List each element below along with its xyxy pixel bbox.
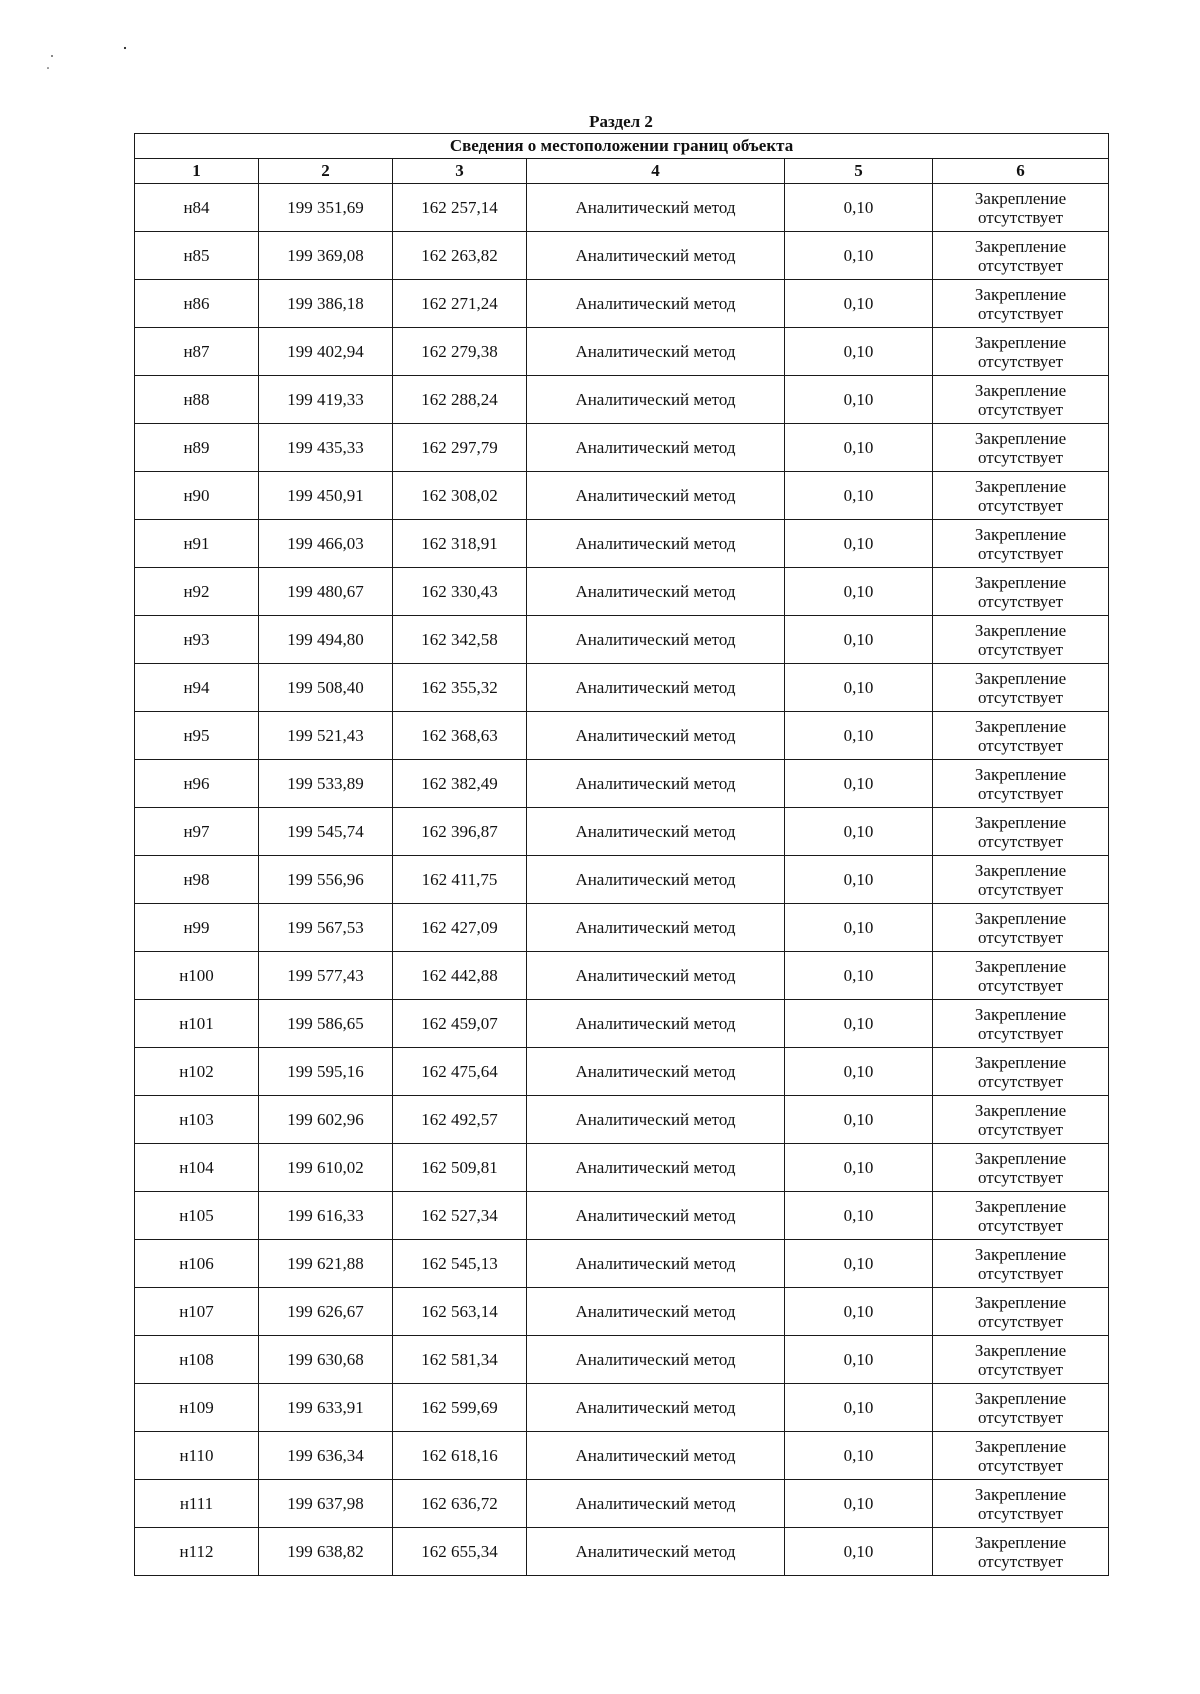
y-coordinate-cell: 162 459,07 <box>393 1000 527 1048</box>
fixing-line-2: отсутствует <box>978 543 1064 563</box>
fixing-line-1: Закрепление <box>974 1484 1067 1504</box>
fixing-line-2: отсутствует <box>978 1215 1064 1235</box>
point-name-cell: н100 <box>135 952 259 1000</box>
y-coordinate-cell: 162 427,09 <box>393 904 527 952</box>
boundary-coordinates-table <box>134 133 1109 1576</box>
y-coordinate-cell: 162 636,72 <box>393 1480 527 1528</box>
x-coordinate-cell: 199 556,96 <box>259 856 393 904</box>
point-name-cell: н87 <box>135 328 259 376</box>
fixing-description-cell <box>933 472 1109 520</box>
accuracy-cell: 0,10 <box>785 1432 933 1480</box>
fixing-description-cell <box>933 568 1109 616</box>
fixing-line-1: Закрепление <box>974 1532 1067 1552</box>
x-coordinate-cell: 199 621,88 <box>259 1240 393 1288</box>
table-row <box>135 1432 1109 1480</box>
fixing-line-2: отсутствует <box>978 1071 1064 1091</box>
fixing-line-2: отсутствует <box>978 1311 1064 1331</box>
fixing-line-1: Закрепление <box>974 812 1067 832</box>
table-row <box>135 712 1109 760</box>
x-coordinate-cell: 199 610,02 <box>259 1144 393 1192</box>
y-coordinate-cell: 162 308,02 <box>393 472 527 520</box>
fixing-description-cell <box>933 1240 1109 1288</box>
table-row <box>135 952 1109 1000</box>
accuracy-cell: 0,10 <box>785 952 933 1000</box>
table-row <box>135 760 1109 808</box>
x-coordinate-cell: 199 595,16 <box>259 1048 393 1096</box>
accuracy-cell: 0,10 <box>785 376 933 424</box>
y-coordinate-cell: 162 618,16 <box>393 1432 527 1480</box>
method-cell: Аналитический метод <box>527 280 785 328</box>
point-name-cell: н97 <box>135 808 259 856</box>
fixing-line-2: отсутствует <box>978 831 1064 851</box>
table-row <box>135 1528 1109 1576</box>
fixing-line-1: Закрепление <box>974 1340 1067 1360</box>
fixing-line-1: Закрепление <box>974 476 1067 496</box>
x-coordinate-cell: 199 577,43 <box>259 952 393 1000</box>
method-cell: Аналитический метод <box>527 232 785 280</box>
table-row <box>135 1336 1109 1384</box>
fixing-description-cell <box>933 1192 1109 1240</box>
point-name-cell: н105 <box>135 1192 259 1240</box>
fixing-line-1: Закрепление <box>974 908 1067 928</box>
method-cell: Аналитический метод <box>527 1384 785 1432</box>
y-coordinate-cell: 162 297,79 <box>393 424 527 472</box>
accuracy-cell: 0,10 <box>785 808 933 856</box>
accuracy-cell: 0,10 <box>785 1192 933 1240</box>
method-cell: Аналитический метод <box>527 1144 785 1192</box>
column-number-4: 4 <box>527 159 785 184</box>
method-cell: Аналитический метод <box>527 184 785 232</box>
table-caption: Сведения о местоположении границ объекта <box>135 134 1109 159</box>
fixing-line-2: отсутствует <box>978 447 1064 467</box>
fixing-line-1: Закрепление <box>974 524 1067 544</box>
fixing-description-cell <box>933 520 1109 568</box>
column-number-2: 2 <box>259 159 393 184</box>
accuracy-cell: 0,10 <box>785 1096 933 1144</box>
y-coordinate-cell: 162 342,58 <box>393 616 527 664</box>
fixing-description-cell <box>933 184 1109 232</box>
x-coordinate-cell: 199 351,69 <box>259 184 393 232</box>
table-row <box>135 1144 1109 1192</box>
point-name-cell: н99 <box>135 904 259 952</box>
fixing-description-cell <box>933 952 1109 1000</box>
fixing-line-1: Закрепление <box>974 188 1067 208</box>
point-name-cell: н96 <box>135 760 259 808</box>
fixing-line-1: Закрепление <box>974 284 1067 304</box>
fixing-line-2: отсутствует <box>978 495 1064 515</box>
y-coordinate-cell: 162 492,57 <box>393 1096 527 1144</box>
fixing-line-1: Закрепление <box>974 1436 1067 1456</box>
fixing-line-2: отсутствует <box>978 639 1064 659</box>
y-coordinate-cell: 162 509,81 <box>393 1144 527 1192</box>
y-coordinate-cell: 162 382,49 <box>393 760 527 808</box>
table-row <box>135 616 1109 664</box>
table-row <box>135 472 1109 520</box>
fixing-description-cell <box>933 1144 1109 1192</box>
column-number-5: 5 <box>785 159 933 184</box>
accuracy-cell: 0,10 <box>785 568 933 616</box>
accuracy-cell: 0,10 <box>785 1336 933 1384</box>
method-cell: Аналитический метод <box>527 568 785 616</box>
point-name-cell: н86 <box>135 280 259 328</box>
point-name-cell: н90 <box>135 472 259 520</box>
method-cell: Аналитический метод <box>527 664 785 712</box>
fixing-line-2: отсутствует <box>978 1503 1064 1523</box>
point-name-cell: н89 <box>135 424 259 472</box>
table-row <box>135 808 1109 856</box>
y-coordinate-cell: 162 318,91 <box>393 520 527 568</box>
y-coordinate-cell: 162 257,14 <box>393 184 527 232</box>
fixing-line-1: Закрепление <box>974 380 1067 400</box>
x-coordinate-cell: 199 638,82 <box>259 1528 393 1576</box>
method-cell: Аналитический метод <box>527 760 785 808</box>
fixing-line-1: Закрепление <box>974 236 1067 256</box>
x-coordinate-cell: 199 533,89 <box>259 760 393 808</box>
fixing-line-2: отсутствует <box>978 1455 1064 1475</box>
fixing-description-cell <box>933 328 1109 376</box>
table-row <box>135 1288 1109 1336</box>
point-name-cell: н109 <box>135 1384 259 1432</box>
fixing-line-2: отсутствует <box>978 1263 1064 1283</box>
x-coordinate-cell: 199 626,67 <box>259 1288 393 1336</box>
point-name-cell: н111 <box>135 1480 259 1528</box>
fixing-line-1: Закрепление <box>974 1148 1067 1168</box>
table-row <box>135 1096 1109 1144</box>
accuracy-cell: 0,10 <box>785 328 933 376</box>
method-cell: Аналитический метод <box>527 1096 785 1144</box>
x-coordinate-cell: 199 602,96 <box>259 1096 393 1144</box>
x-coordinate-cell: 199 369,08 <box>259 232 393 280</box>
y-coordinate-cell: 162 355,32 <box>393 664 527 712</box>
fixing-description-cell <box>933 1480 1109 1528</box>
table-row <box>135 904 1109 952</box>
fixing-line-1: Закрепление <box>974 764 1067 784</box>
method-cell: Аналитический метод <box>527 904 785 952</box>
fixing-line-2: отсутствует <box>978 879 1064 899</box>
fixing-line-2: отсутствует <box>978 207 1064 227</box>
fixing-line-1: Закрепление <box>974 1388 1067 1408</box>
x-coordinate-cell: 199 435,33 <box>259 424 393 472</box>
fixing-line-2: отсутствует <box>978 1119 1064 1139</box>
fixing-line-1: Закрепление <box>974 1196 1067 1216</box>
x-coordinate-cell: 199 616,33 <box>259 1192 393 1240</box>
point-name-cell: н98 <box>135 856 259 904</box>
method-cell: Аналитический метод <box>527 1000 785 1048</box>
x-coordinate-cell: 199 521,43 <box>259 712 393 760</box>
fixing-line-1: Закрепление <box>974 716 1067 736</box>
method-cell: Аналитический метод <box>527 1528 785 1576</box>
point-name-cell: н108 <box>135 1336 259 1384</box>
method-cell: Аналитический метод <box>527 1048 785 1096</box>
accuracy-cell: 0,10 <box>785 712 933 760</box>
fixing-line-2: отсутствует <box>978 303 1064 323</box>
table-row <box>135 1240 1109 1288</box>
point-name-cell: н101 <box>135 1000 259 1048</box>
accuracy-cell: 0,10 <box>785 760 933 808</box>
y-coordinate-cell: 162 263,82 <box>393 232 527 280</box>
method-cell: Аналитический метод <box>527 520 785 568</box>
fixing-line-2: отсутствует <box>978 351 1064 371</box>
x-coordinate-cell: 199 419,33 <box>259 376 393 424</box>
accuracy-cell: 0,10 <box>785 616 933 664</box>
accuracy-cell: 0,10 <box>785 472 933 520</box>
x-coordinate-cell: 199 586,65 <box>259 1000 393 1048</box>
point-name-cell: н107 <box>135 1288 259 1336</box>
fixing-description-cell <box>933 1048 1109 1096</box>
method-cell: Аналитический метод <box>527 712 785 760</box>
x-coordinate-cell: 199 567,53 <box>259 904 393 952</box>
fixing-line-1: Закрепление <box>974 668 1067 688</box>
accuracy-cell: 0,10 <box>785 1528 933 1576</box>
fixing-line-1: Закрепление <box>974 332 1067 352</box>
fixing-description-cell <box>933 1000 1109 1048</box>
method-cell: Аналитический метод <box>527 424 785 472</box>
column-number-1: 1 <box>135 159 259 184</box>
fixing-line-2: отсутствует <box>978 1167 1064 1187</box>
accuracy-cell: 0,10 <box>785 184 933 232</box>
accuracy-cell: 0,10 <box>785 1144 933 1192</box>
point-name-cell: н112 <box>135 1528 259 1576</box>
fixing-description-cell <box>933 712 1109 760</box>
method-cell: Аналитический метод <box>527 808 785 856</box>
y-coordinate-cell: 162 475,64 <box>393 1048 527 1096</box>
fixing-line-1: Закрепление <box>974 1244 1067 1264</box>
fixing-description-cell <box>933 1288 1109 1336</box>
fixing-description-cell <box>933 424 1109 472</box>
y-coordinate-cell: 162 563,14 <box>393 1288 527 1336</box>
table-body <box>135 184 1109 1576</box>
method-cell: Аналитический метод <box>527 1336 785 1384</box>
fixing-description-cell <box>933 376 1109 424</box>
accuracy-cell: 0,10 <box>785 664 933 712</box>
method-cell: Аналитический метод <box>527 1288 785 1336</box>
fixing-line-2: отсутствует <box>978 399 1064 419</box>
table-row <box>135 1480 1109 1528</box>
x-coordinate-cell: 199 386,18 <box>259 280 393 328</box>
table-row <box>135 280 1109 328</box>
fixing-line-2: отсутствует <box>978 1551 1064 1571</box>
fixing-line-2: отсутствует <box>978 1023 1064 1043</box>
method-cell: Аналитический метод <box>527 1240 785 1288</box>
y-coordinate-cell: 162 411,75 <box>393 856 527 904</box>
point-name-cell: н88 <box>135 376 259 424</box>
column-number-6: 6 <box>933 159 1109 184</box>
y-coordinate-cell: 162 599,69 <box>393 1384 527 1432</box>
y-coordinate-cell: 162 330,43 <box>393 568 527 616</box>
x-coordinate-cell: 199 480,67 <box>259 568 393 616</box>
point-name-cell: н85 <box>135 232 259 280</box>
table-row <box>135 184 1109 232</box>
x-coordinate-cell: 199 545,74 <box>259 808 393 856</box>
y-coordinate-cell: 162 288,24 <box>393 376 527 424</box>
fixing-line-1: Закрепление <box>974 956 1067 976</box>
column-number-row <box>135 159 1109 184</box>
fixing-line-1: Закрепление <box>974 620 1067 640</box>
x-coordinate-cell: 199 633,91 <box>259 1384 393 1432</box>
y-coordinate-cell: 162 368,63 <box>393 712 527 760</box>
fixing-line-1: Закрепление <box>974 1100 1067 1120</box>
table-row <box>135 1384 1109 1432</box>
point-name-cell: н92 <box>135 568 259 616</box>
accuracy-cell: 0,10 <box>785 1048 933 1096</box>
fixing-description-cell <box>933 904 1109 952</box>
method-cell: Аналитический метод <box>527 952 785 1000</box>
fixing-line-2: отсутствует <box>978 975 1064 995</box>
x-coordinate-cell: 199 494,80 <box>259 616 393 664</box>
fixing-description-cell <box>933 1384 1109 1432</box>
accuracy-cell: 0,10 <box>785 904 933 952</box>
table-row <box>135 1048 1109 1096</box>
table-row <box>135 1000 1109 1048</box>
point-name-cell: н84 <box>135 184 259 232</box>
y-coordinate-cell: 162 545,13 <box>393 1240 527 1288</box>
y-coordinate-cell: 162 396,87 <box>393 808 527 856</box>
accuracy-cell: 0,10 <box>785 520 933 568</box>
fixing-description-cell <box>933 856 1109 904</box>
fixing-line-2: отсутствует <box>978 783 1064 803</box>
fixing-description-cell <box>933 760 1109 808</box>
x-coordinate-cell: 199 636,34 <box>259 1432 393 1480</box>
table-row <box>135 232 1109 280</box>
table-row <box>135 568 1109 616</box>
fixing-line-2: отсутствует <box>978 591 1064 611</box>
method-cell: Аналитический метод <box>527 1480 785 1528</box>
y-coordinate-cell: 162 279,38 <box>393 328 527 376</box>
accuracy-cell: 0,10 <box>785 1288 933 1336</box>
point-name-cell: н104 <box>135 1144 259 1192</box>
point-name-cell: н106 <box>135 1240 259 1288</box>
point-name-cell: н94 <box>135 664 259 712</box>
table-row <box>135 520 1109 568</box>
fixing-description-cell <box>933 280 1109 328</box>
y-coordinate-cell: 162 527,34 <box>393 1192 527 1240</box>
accuracy-cell: 0,10 <box>785 1000 933 1048</box>
fixing-description-cell <box>933 616 1109 664</box>
fixing-line-1: Закрепление <box>974 860 1067 880</box>
accuracy-cell: 0,10 <box>785 856 933 904</box>
table-row <box>135 1192 1109 1240</box>
fixing-description-cell <box>933 1336 1109 1384</box>
table-row <box>135 376 1109 424</box>
column-number-3: 3 <box>393 159 527 184</box>
table-row <box>135 664 1109 712</box>
table-row <box>135 856 1109 904</box>
fixing-line-2: отсутствует <box>978 1407 1064 1427</box>
method-cell: Аналитический метод <box>527 1432 785 1480</box>
fixing-line-2: отсутствует <box>978 735 1064 755</box>
point-name-cell: н110 <box>135 1432 259 1480</box>
fixing-line-2: отсутствует <box>978 687 1064 707</box>
fixing-line-1: Закрепление <box>974 428 1067 448</box>
x-coordinate-cell: 199 402,94 <box>259 328 393 376</box>
x-coordinate-cell: 199 508,40 <box>259 664 393 712</box>
fixing-description-cell <box>933 232 1109 280</box>
fixing-line-1: Закрепление <box>974 1004 1067 1024</box>
fixing-line-1: Закрепление <box>974 572 1067 592</box>
x-coordinate-cell: 199 466,03 <box>259 520 393 568</box>
x-coordinate-cell: 199 630,68 <box>259 1336 393 1384</box>
point-name-cell: н102 <box>135 1048 259 1096</box>
method-cell: Аналитический метод <box>527 328 785 376</box>
fixing-description-cell <box>933 1528 1109 1576</box>
accuracy-cell: 0,10 <box>785 280 933 328</box>
method-cell: Аналитический метод <box>527 616 785 664</box>
point-name-cell: н91 <box>135 520 259 568</box>
fixing-line-1: Закрепление <box>974 1292 1067 1312</box>
method-cell: Аналитический метод <box>527 856 785 904</box>
table-row <box>135 328 1109 376</box>
y-coordinate-cell: 162 271,24 <box>393 280 527 328</box>
fixing-line-2: отсутствует <box>978 927 1064 947</box>
y-coordinate-cell: 162 655,34 <box>393 1528 527 1576</box>
fixing-line-2: отсутствует <box>978 1359 1064 1379</box>
fixing-description-cell <box>933 808 1109 856</box>
method-cell: Аналитический метод <box>527 1192 785 1240</box>
fixing-line-1: Закрепление <box>974 1052 1067 1072</box>
point-name-cell: н93 <box>135 616 259 664</box>
point-name-cell: н103 <box>135 1096 259 1144</box>
x-coordinate-cell: 199 637,98 <box>259 1480 393 1528</box>
y-coordinate-cell: 162 442,88 <box>393 952 527 1000</box>
accuracy-cell: 0,10 <box>785 1240 933 1288</box>
fixing-description-cell <box>933 664 1109 712</box>
accuracy-cell: 0,10 <box>785 1384 933 1432</box>
method-cell: Аналитический метод <box>527 376 785 424</box>
section-title: Раздел 2 <box>589 112 653 131</box>
y-coordinate-cell: 162 581,34 <box>393 1336 527 1384</box>
accuracy-cell: 0,10 <box>785 1480 933 1528</box>
method-cell: Аналитический метод <box>527 472 785 520</box>
fixing-description-cell <box>933 1432 1109 1480</box>
point-name-cell: н95 <box>135 712 259 760</box>
scan-specks <box>40 40 140 80</box>
accuracy-cell: 0,10 <box>785 232 933 280</box>
accuracy-cell: 0,10 <box>785 424 933 472</box>
fixing-line-2: отсутствует <box>978 255 1064 275</box>
x-coordinate-cell: 199 450,91 <box>259 472 393 520</box>
table-row <box>135 424 1109 472</box>
fixing-description-cell <box>933 1096 1109 1144</box>
